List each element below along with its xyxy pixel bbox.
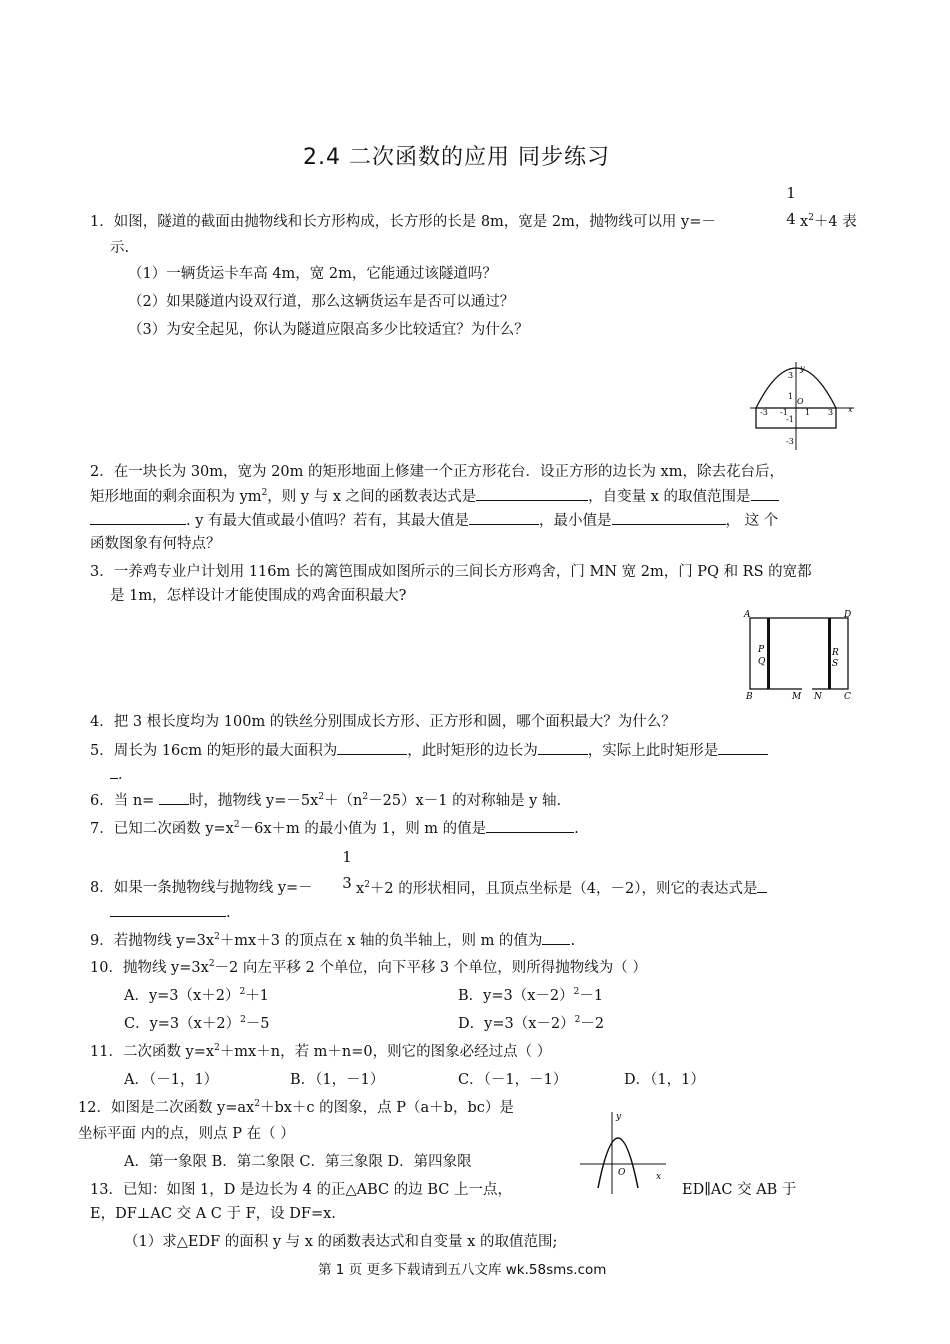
q13-sub1: （1）求△EDF 的面积 y 与 x 的函数表达式和自变量 x 的取值范围; <box>124 1234 558 1250</box>
q3-line2: 是 1m，怎样设计才能使围成的鸡舍面积最大? <box>110 588 407 604</box>
q1-frac-den: 4 <box>786 210 796 228</box>
q8-line1-b <box>356 878 767 899</box>
q10-d-text: D．y=3（x－2） <box>458 1016 575 1032</box>
q7-c: . <box>574 821 579 837</box>
q8-x: x <box>356 881 365 897</box>
q10-a-text: A．y=3（x＋2） <box>124 988 240 1004</box>
q12-line1 <box>78 1098 514 1118</box>
q7-text <box>90 818 579 839</box>
q10-option-d[interactable] <box>458 1014 604 1034</box>
q11-option-d[interactable]: D．（1，1） <box>624 1072 705 1088</box>
q8-d: . <box>226 905 231 921</box>
q10-option-a[interactable] <box>124 986 269 1006</box>
q8-blank-a[interactable] <box>757 878 767 893</box>
q10-c-sup: 2 <box>240 1015 246 1025</box>
q10-d-sup: 2 <box>574 1015 581 1025</box>
q8-c: ＋2 的形状相同，且顶点坐标是（4，－2），则它的表达式是 <box>369 881 758 897</box>
q13-line1-b: ED∥AC 交 AB 于 <box>682 1182 797 1198</box>
q1-sub2: （2）如果隧道内设双行道，那么这辆货运车是否可以通过？ <box>128 294 515 310</box>
parabola-y-label: y <box>616 1112 622 1122</box>
parabola-figure <box>580 1108 670 1194</box>
q8-frac-den: 3 <box>342 874 352 892</box>
q9-b: ＋mx＋3 的顶点在 x 轴的负半轴上，则 m 的值为 <box>219 933 543 949</box>
q4-text: 4．把 3 根长度均为 100m 的铁丝分别围成长方形、正方形和圆，哪个面积最大？为什么？ <box>90 714 676 730</box>
q2-line4: 函数图象有何特点？ <box>90 536 221 552</box>
page-title: 2.4 二次函数的应用 同步练习 <box>303 145 610 170</box>
q2-blank-range-a[interactable] <box>751 486 779 501</box>
q8-fraction <box>340 848 354 892</box>
q1-line1-tail <box>800 212 857 232</box>
tunnel-tick-xm3: -3 <box>760 408 768 417</box>
tunnel-tick-ym3: -3 <box>786 437 794 446</box>
q12-line1-a: 12．如图是二次函数 y=ax <box>78 1100 255 1116</box>
q3-line1: 3．一养鸡专业户计划用 116m 长的篱笆围成如图所示的三间长方形鸡舍，门 MN 宽 2m，门 PQ 和 RS 的宽都 <box>90 564 812 580</box>
q5-b: ，此时矩形的边长为 <box>407 743 538 759</box>
q12-line1-b: ＋bx＋c 的图象，点 P（a＋b，bc）是 <box>259 1100 514 1116</box>
q5-line2 <box>110 764 133 785</box>
q1-sub3: （3）为安全起见，你认为隧道应限高多少比较适宜？为什么？ <box>128 322 529 338</box>
coop-wall-left <box>767 618 770 689</box>
coop-label-c: C <box>844 692 851 702</box>
q10-d-tail: －2 <box>580 1016 605 1032</box>
q10-b-tail: －1 <box>579 988 604 1004</box>
tunnel-y-label: y <box>800 364 805 373</box>
q2-line2-a: 矩形地面的剩余面积为 ym <box>90 489 262 505</box>
q8-sup: 2 <box>364 880 370 890</box>
q1-sup: 2 <box>808 213 814 223</box>
tunnel-figure <box>750 362 860 450</box>
q6-text <box>90 790 561 811</box>
q8-blank-b[interactable] <box>110 902 226 917</box>
q10-option-c[interactable] <box>124 1014 270 1034</box>
q10-stem <box>90 958 647 978</box>
q2-line3-a: . y 有最大值或最小值吗？若有，其最大值是 <box>186 513 470 529</box>
q2-line3 <box>90 510 778 531</box>
q5-blank-shape-cont[interactable] <box>110 764 118 779</box>
q2-sup: 2 <box>261 488 268 498</box>
q10-a-tail: ＋1 <box>245 988 269 1004</box>
coop-label-q: Q <box>758 657 766 667</box>
coop-label-d: D <box>844 610 852 620</box>
q6-d: －25）x－1 的对称轴是 y 轴. <box>368 793 562 809</box>
q10-stem-sup: 2 <box>208 959 215 969</box>
q1-fraction <box>784 184 798 228</box>
q11-option-b[interactable]: B．（1，－1） <box>290 1072 385 1088</box>
coop-label-b: B <box>746 692 753 702</box>
q10-c-text: C．y=3（x＋2） <box>124 1016 241 1032</box>
q5-blank-shape[interactable] <box>718 740 768 755</box>
q9-blank-m[interactable] <box>542 930 570 945</box>
q5-blank-area[interactable] <box>337 740 407 755</box>
q11-stem-a: 11．二次函数 y=x <box>90 1044 215 1060</box>
q12-options[interactable]: A．第一象限 B．第二象限 C．第三象限 D．第四象限 <box>124 1154 472 1170</box>
q10-option-b[interactable] <box>458 986 603 1006</box>
q7-a: 7．已知二次函数 y=x <box>90 821 234 837</box>
q7-b: －6x＋m 的最小值为 1，则 m 的值是 <box>239 821 487 837</box>
q6-sup1: 2 <box>318 792 325 802</box>
parabola-x-label: x <box>656 1172 662 1182</box>
q5-c: ，实际上此时矩形是 <box>587 743 719 759</box>
q1-frac-num: 1 <box>786 184 796 202</box>
coop-label-n: N <box>814 692 822 702</box>
q10-b-text: B．y=3（x－2） <box>458 988 574 1004</box>
q10-c-tail: －5 <box>245 1016 270 1032</box>
q2-blank-min[interactable] <box>612 510 726 525</box>
tunnel-tick-x3: 3 <box>828 408 834 417</box>
parabola-origin: O <box>618 1168 626 1178</box>
coop-figure <box>744 608 856 700</box>
q1-text-a: 1．如图，隧道的截面由抛物线和长方形构成，长方形的长是 8m，宽是 2m，抛物线可以用 y=－ <box>90 214 716 230</box>
q8-frac-num: 1 <box>342 848 352 866</box>
q11-stem-sup: 2 <box>214 1043 220 1053</box>
q5-a: 5．周长为 16cm 的矩形的最大面积为 <box>90 743 338 759</box>
q2-blank-range-b[interactable] <box>90 510 186 525</box>
q2-line3-c: ， 这 个 <box>725 513 779 529</box>
q2-line2 <box>90 486 779 507</box>
q1-x: x <box>800 214 809 230</box>
q10-a-sup: 2 <box>239 987 246 997</box>
q9-a: 9．若抛物线 y=3x <box>90 933 215 949</box>
q2-line2-b: ，则 y 与 x 之间的函数表达式是 <box>267 489 477 505</box>
q2-line2-c: ，自变量 x 的取值范围是 <box>588 489 751 505</box>
q13-line2: E，DF⊥AC 交 A C 于 F，设 DF=x. <box>90 1206 336 1222</box>
q12-line2: 坐标平面 内的点，则点 P 在（ ） <box>78 1126 295 1142</box>
q9-text <box>90 930 575 951</box>
coop-wall-right <box>828 618 831 689</box>
coop-label-s: S <box>832 659 839 669</box>
q2-line1: 2．在一块长为 30m，宽为 20m 的矩形地面上修建一个正方形花台．设正方形的边长为 xm，除去花台后， <box>90 464 784 480</box>
q2-line3-b: ，最小值是 <box>539 513 612 529</box>
q11-option-c[interactable]: C．（－1，－1） <box>458 1072 568 1088</box>
q11-stem <box>90 1042 551 1062</box>
q7-sup: 2 <box>233 820 240 830</box>
tunnel-origin: O <box>797 397 804 406</box>
q6-c: ＋（n <box>324 793 363 809</box>
parabola-curve <box>598 1138 638 1188</box>
q11-option-a[interactable]: A．（－1，1） <box>124 1072 219 1088</box>
q10-stem-b: －2 向左平移 2 个单位，向下平移 3 个单位，则所得抛物线为（ ） <box>214 960 647 976</box>
q12-sup: 2 <box>254 1099 260 1109</box>
q5-d: ． <box>118 767 133 783</box>
q1-line2: 示. <box>110 240 130 256</box>
coop-label-r: R <box>832 648 839 658</box>
q9-c: . <box>570 933 576 949</box>
q9-sup: 2 <box>214 932 220 942</box>
coop-label-p: P <box>758 645 765 655</box>
q1-sub1: （1）一辆货运卡车高 4m，宽 2m，它能通过该隧道吗？ <box>128 266 497 282</box>
tunnel-x-label: x <box>848 405 853 414</box>
q13-line1-a: 13．已知：如图 1，D 是边长为 4 的正△ABC 的边 BC 上一点， <box>90 1182 512 1198</box>
tunnel-tick-y1: 1 <box>788 392 794 401</box>
q8-line1-a: 8．如果一条抛物线与抛物线 y=－ <box>90 880 313 896</box>
coop-label-a: A <box>744 610 751 620</box>
q5-blank-side[interactable] <box>538 740 588 755</box>
q6-b: 时，抛物线 y=－5x <box>188 793 319 809</box>
q2-blank-expression[interactable] <box>476 486 588 501</box>
q1-line1 <box>90 212 716 232</box>
tunnel-tick-y3: 3 <box>788 371 794 380</box>
q10-b-sup: 2 <box>573 987 580 997</box>
tunnel-tick-xm1: -1 <box>780 408 788 417</box>
q11-stem-b: ＋mx＋n，若 m＋n=0，则它的图象必经过点（ ） <box>219 1044 552 1060</box>
tunnel-tick-x1: 1 <box>805 408 811 417</box>
q6-sup2: 2 <box>362 792 369 802</box>
q6-a: 6．当 n= <box>90 793 155 809</box>
q7-blank-m[interactable] <box>486 818 574 833</box>
q2-blank-max[interactable] <box>469 510 539 525</box>
q5-line1 <box>90 740 768 761</box>
page-footer: 第 1 页 更多下载请到五八文库 wk.58sms.com <box>318 1262 607 1278</box>
q8-line2 <box>110 902 231 923</box>
tunnel-tick-ym1: -1 <box>786 415 794 424</box>
q10-stem-a: 10．抛物线 y=3x <box>90 960 209 976</box>
coop-label-m: M <box>792 692 802 702</box>
q1-tail: ＋4 表 <box>813 214 857 230</box>
q6-blank-n[interactable] <box>159 790 189 805</box>
